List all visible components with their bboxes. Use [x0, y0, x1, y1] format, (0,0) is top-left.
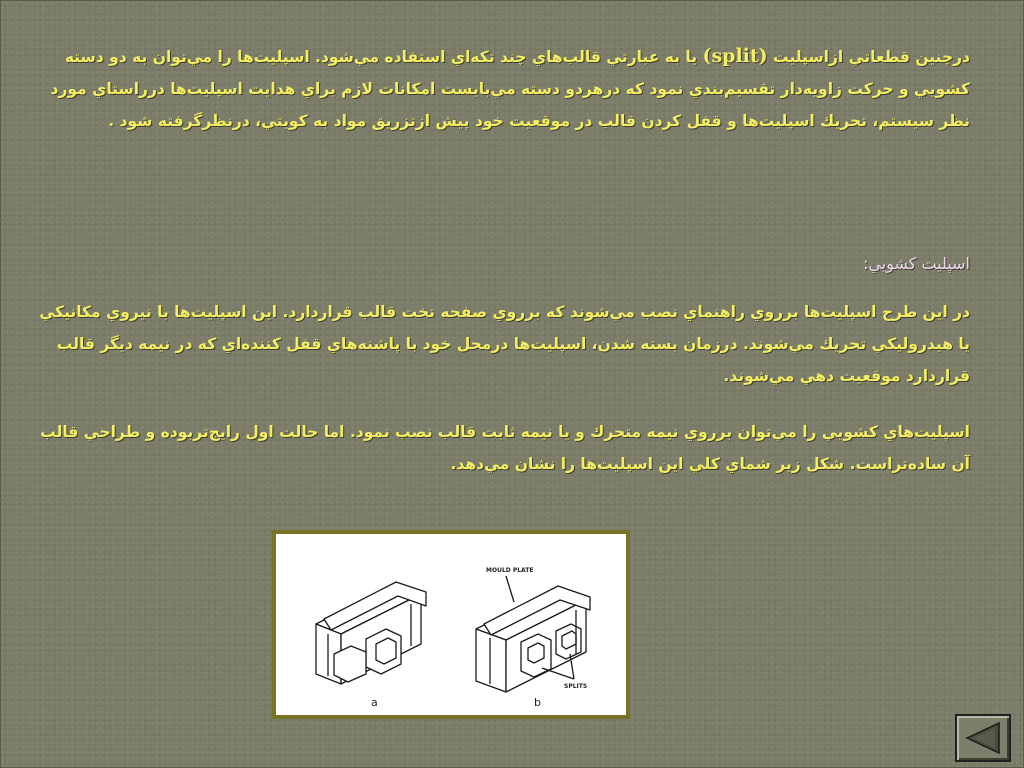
mould-plate-label: MOULD PLATE	[486, 567, 534, 574]
mounting-paragraph: اسپليت‌هاي كشويي را مي‌توان برروي نيمه متحرك و يا نيمه ثابت قالب نصب نمود. اما حالت اول رايج‌تربوده و طراحي قالب آن ساده‌تراست. شكل زير شماي كلي اين اسپليت‌ها را نشان مي‌دهد.	[40, 423, 970, 473]
back-button[interactable]	[955, 714, 1011, 762]
intro-paragraph	[30, 40, 970, 137]
splits-leader-1	[542, 668, 574, 679]
mould-plate-leader	[506, 576, 514, 602]
triangle-left-icon	[963, 721, 1003, 755]
intro-text-part2: يا به عبارتي قالب‌هاي چند تكه‌اي استفاده مي‌شود. اسپليت‌ها را مي‌توان به دو دسته كشويي و حركت زاويه‌دار تقسيم‌بندي نمود كه درهردو دسته مي‌بايست امكانات لازم براي هدايت اسپليت‌ها درراستاي مورد نظر سيستم، تحريك اسپليت‌ها و قفل كردن قالب در موقعيت خود پيش ازتزريق مواد به كويتي، درنظرگرفته شود .	[50, 48, 970, 130]
mould-a-drawing	[316, 582, 426, 684]
figure-label-b: b	[534, 696, 541, 709]
sliding-split-paragraph: در اين طرح اسپليت‌ها برروي راهنماي نصب مي‌شوند كه برروي صفحه تخت قالب قراردارد. اين اسپليت‌ها با نيروي مكانيكي يا هيدروليكي تحريك مي‌شوند. درزمان بسته شدن، اسپليت‌ها درمحل خود با پاشنه‌هاي قفل كننده‌اي كه در نيمه ديگر قالب قراردارد موقعيت دهي مي‌شوند.	[39, 303, 970, 385]
splits-label: SPLITS	[564, 683, 588, 690]
split-mould-drawing	[276, 534, 626, 715]
section-heading: اسپليت كشويي:	[863, 254, 970, 273]
intro-text-part1: درچنين قطعاتي ازاسپليت	[767, 48, 970, 66]
split-term: (split)	[702, 45, 768, 67]
figure-label-a: a	[371, 696, 378, 709]
split-mould-figure	[272, 530, 630, 719]
